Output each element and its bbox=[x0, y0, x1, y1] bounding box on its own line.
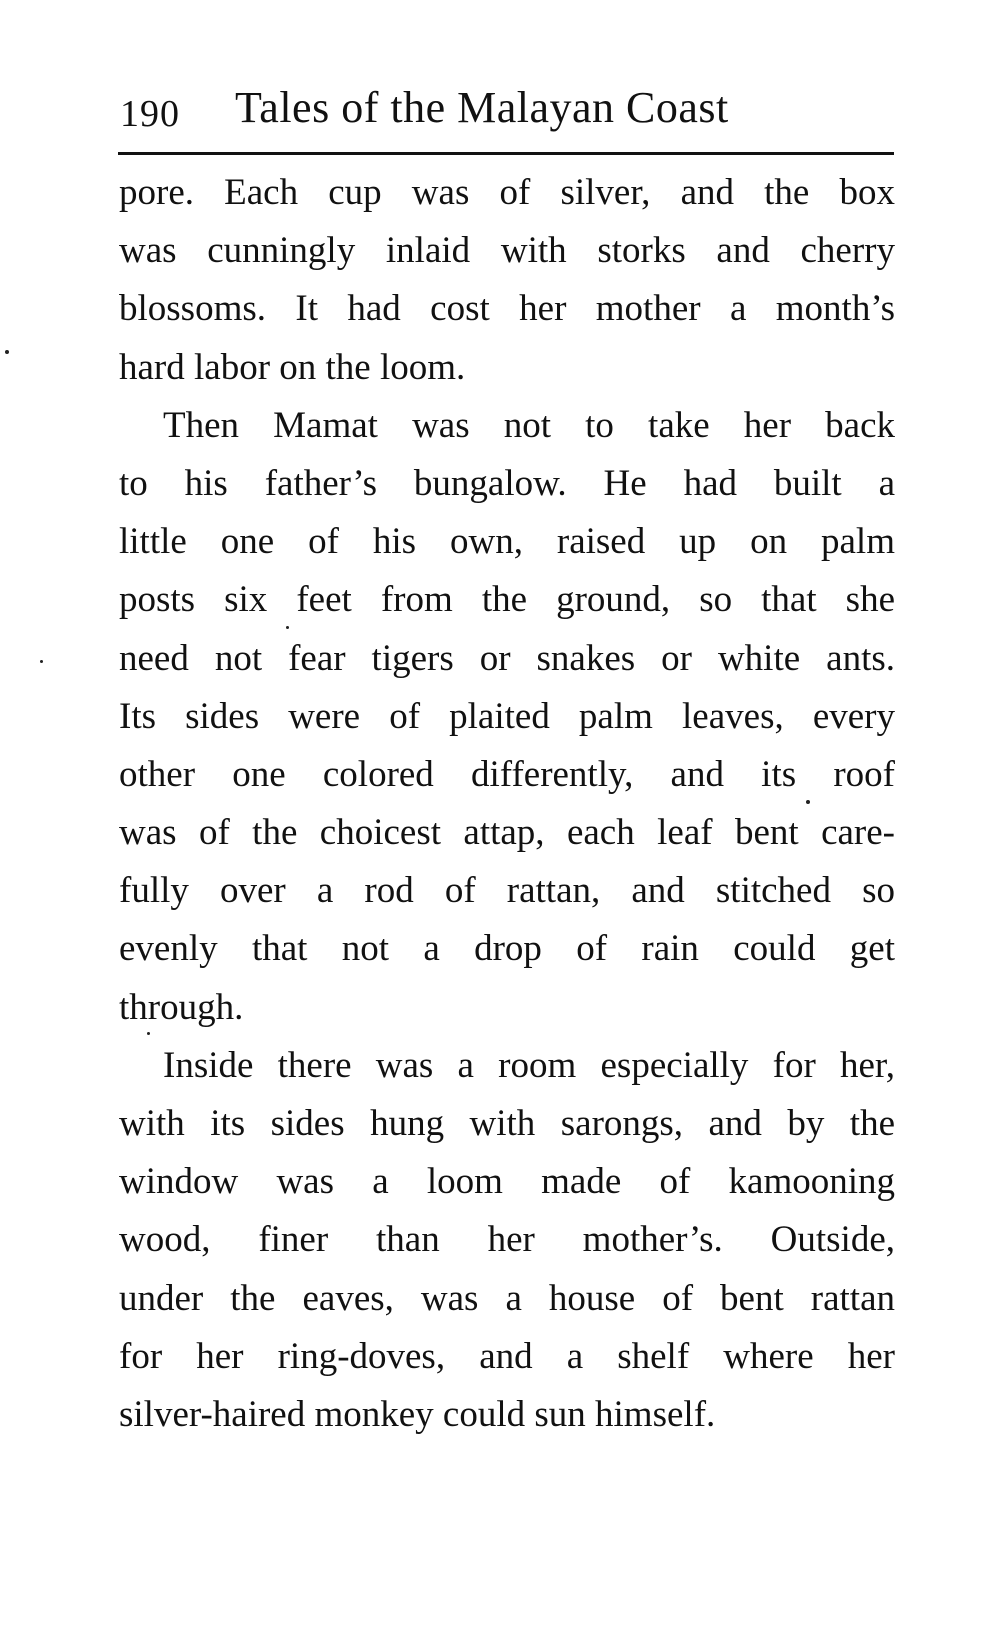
body-text bbox=[119, 164, 895, 1444]
text-line: through. bbox=[119, 986, 244, 1028]
text-line: hard labor on the loom. bbox=[119, 346, 466, 388]
text-line: Then Mamat was not to take her back bbox=[163, 404, 895, 446]
text-line: wood, finer than her mother’s. Outside, bbox=[119, 1219, 895, 1261]
text-line: posts six feet from the ground, so that she bbox=[119, 579, 895, 621]
text-line: window was a loom made of kamooning bbox=[119, 1161, 895, 1203]
text-line: Inside there was a room especially for her, bbox=[163, 1044, 895, 1086]
scan-speck bbox=[40, 660, 43, 663]
text-line: need not fear tigers or snakes or white ants. bbox=[119, 637, 895, 679]
paragraph-3 bbox=[119, 1037, 895, 1444]
text-line: was cunningly inlaid with storks and cherry bbox=[119, 230, 895, 272]
text-line: with its sides hung with sarongs, and by the bbox=[119, 1103, 895, 1144]
scan-speck bbox=[286, 626, 289, 629]
text-line: blossoms. It had cost her mother a month’s bbox=[119, 288, 895, 330]
text-line: little one of his own, raised up on palm bbox=[119, 521, 895, 563]
text-line: Its sides were of plaited palm leaves, every bbox=[119, 695, 895, 737]
text-line: for her ring-doves, and a shelf where her bbox=[119, 1335, 895, 1377]
scan-speck bbox=[806, 800, 810, 804]
text-line: other one colored differently, and its roof bbox=[119, 753, 895, 795]
scan-speck bbox=[147, 1032, 150, 1035]
page-header bbox=[120, 82, 895, 142]
scan-speck bbox=[5, 350, 9, 354]
running-title: Tales of the Malayan Coast bbox=[235, 83, 729, 132]
page-number: 190 bbox=[120, 93, 180, 135]
header-rule bbox=[118, 152, 894, 155]
text-line: was of the choicest attap, each leaf bent care- bbox=[119, 812, 895, 854]
text-line: to his father’s bungalow. He had built a bbox=[119, 462, 895, 504]
text-line: pore. Each cup was of silver, and the box bbox=[119, 172, 895, 213]
text-line: silver-haired monkey could sun himself. bbox=[119, 1393, 716, 1435]
text-line: under the eaves, was a house of bent rattan bbox=[119, 1277, 895, 1319]
text-line: evenly that not a drop of rain could get bbox=[119, 928, 895, 970]
paragraph-2 bbox=[119, 397, 895, 1037]
text-line: fully over a rod of rattan, and stitched so bbox=[119, 870, 895, 912]
paragraph-1 bbox=[119, 164, 895, 397]
